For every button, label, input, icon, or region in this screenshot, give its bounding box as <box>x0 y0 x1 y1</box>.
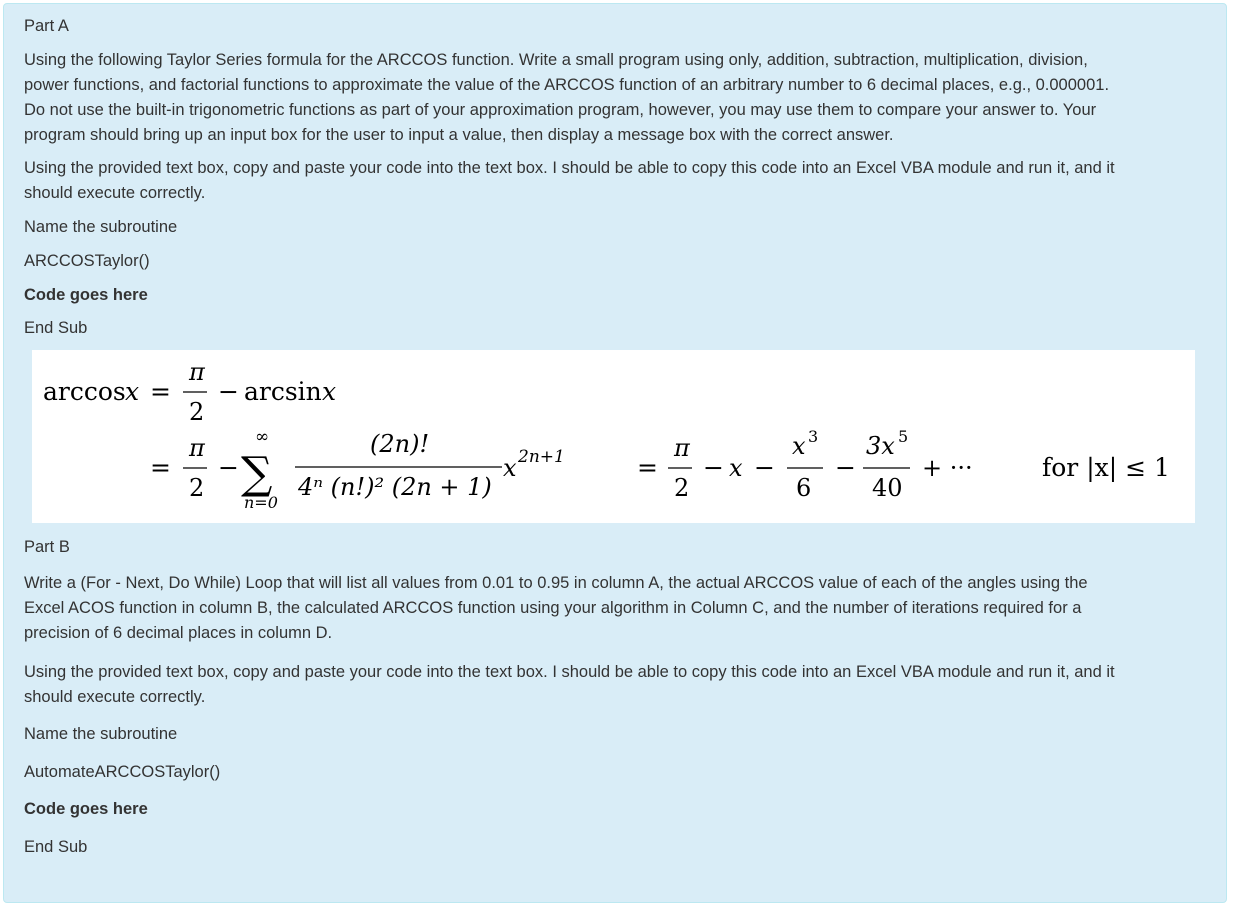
part-b-heading: Part B <box>24 538 70 556</box>
pi-3: π <box>674 434 690 462</box>
part-a-end-sub: End Sub <box>24 319 88 337</box>
part-b-end-sub: End Sub <box>24 838 88 856</box>
question-panel <box>3 3 1227 903</box>
part-a-para1-line1: Using the following Taylor Series formula for the ARCCOS function. Write a small program using only, addition, subtraction, multiplication, division, <box>24 51 1088 69</box>
minus-2: − <box>218 453 239 482</box>
sum-lower: n=0 <box>244 493 278 512</box>
pi-1: π <box>189 358 205 386</box>
part-a-para1-line4: program should bring up an input box for the user to input a value, then display a message box with the correct answer. <box>24 126 894 144</box>
part-b-para1-line1: Write a (For - Next, Do While) Loop that will list all values from 0.01 to 0.95 in column A, the actual ARCCOS value of each of the angles using the <box>24 574 1088 592</box>
arcsin-label: arcsin <box>244 377 322 406</box>
part-a-para2-line2: should execute correctly. <box>24 184 206 202</box>
power-exp: 2n+1 <box>518 447 565 467</box>
arccos-taylor-formula <box>32 350 1195 523</box>
part-a-sub-name: ARCCOSTaylor() <box>24 252 150 270</box>
two-3: 2 <box>674 474 690 502</box>
part-a-heading: Part A <box>24 17 69 35</box>
part-b-sub-name: AutomateARCCOSTaylor() <box>24 763 221 781</box>
part-b-para1-line2: Excel ACOS function in column B, the calculated ARCCOS function using your algorithm in Column C, and the number of iterations required for a <box>24 599 1082 617</box>
arccos-var: x <box>125 377 140 406</box>
eq-2: = <box>150 453 171 482</box>
part-b-para2-line2: should execute correctly. <box>24 688 206 706</box>
two-1: 2 <box>189 398 205 426</box>
part-b-para2-line1: Using the provided text box, copy and paste your code into the text box. I should be able to copy this code into an Excel VBA module and run it, and it <box>24 663 1115 681</box>
part-a-para2-line1: Using the provided text box, copy and paste your code into the text box. I should be able to copy this code into an Excel VBA module and run it, and it <box>24 159 1115 177</box>
x3-base: x <box>792 432 806 460</box>
x-term: x <box>729 454 743 482</box>
minus-3: − <box>703 453 724 482</box>
part-a-para1-line3: Do not use the built-in trigonometric functions as part of your approximation program, however, you may use them to compare your answer to. Your <box>24 101 1097 119</box>
x5-exp: 5 <box>898 427 909 446</box>
arcsin-var: x <box>322 377 337 406</box>
pi-2: π <box>189 434 205 462</box>
x3-exp: 3 <box>808 427 819 446</box>
part-a-code-placeholder: Code goes here <box>24 286 148 304</box>
eq-3: = <box>637 453 658 482</box>
numerator: (2n)! <box>370 430 430 458</box>
part-b-code-placeholder: Code goes here <box>24 800 148 818</box>
minus-5: − <box>835 453 856 482</box>
two-2: 2 <box>189 474 205 502</box>
part-b-name-label: Name the subroutine <box>24 725 178 743</box>
condition: for |x| ≤ 1 <box>1042 453 1170 482</box>
part-b-para1-line3: precision of 6 decimal places in column D. <box>24 624 333 642</box>
power-term: x <box>503 454 517 482</box>
six: 6 <box>796 474 812 502</box>
sigma-symbol: ∑ <box>241 448 273 499</box>
denominator: 4ⁿ (n!)² (2n + 1) <box>298 473 492 501</box>
three-x5-base: 3x <box>866 432 895 460</box>
plus-dots: + ··· <box>922 454 973 482</box>
sum-upper: ∞ <box>255 427 270 447</box>
formula-svg <box>32 350 1195 523</box>
part-a-para1-line2: power functions, and factorial functions to approximate the value of the ARCCOS function of an arbitrary number to 6 decimal places, e.g., 0.000001. <box>24 76 1110 94</box>
forty: 40 <box>872 474 903 502</box>
arccos-label: arccos <box>43 377 126 406</box>
part-a-name-label: Name the subroutine <box>24 218 178 236</box>
eq-1: = <box>150 377 171 406</box>
minus-4: − <box>754 453 775 482</box>
minus-1: − <box>218 377 239 406</box>
